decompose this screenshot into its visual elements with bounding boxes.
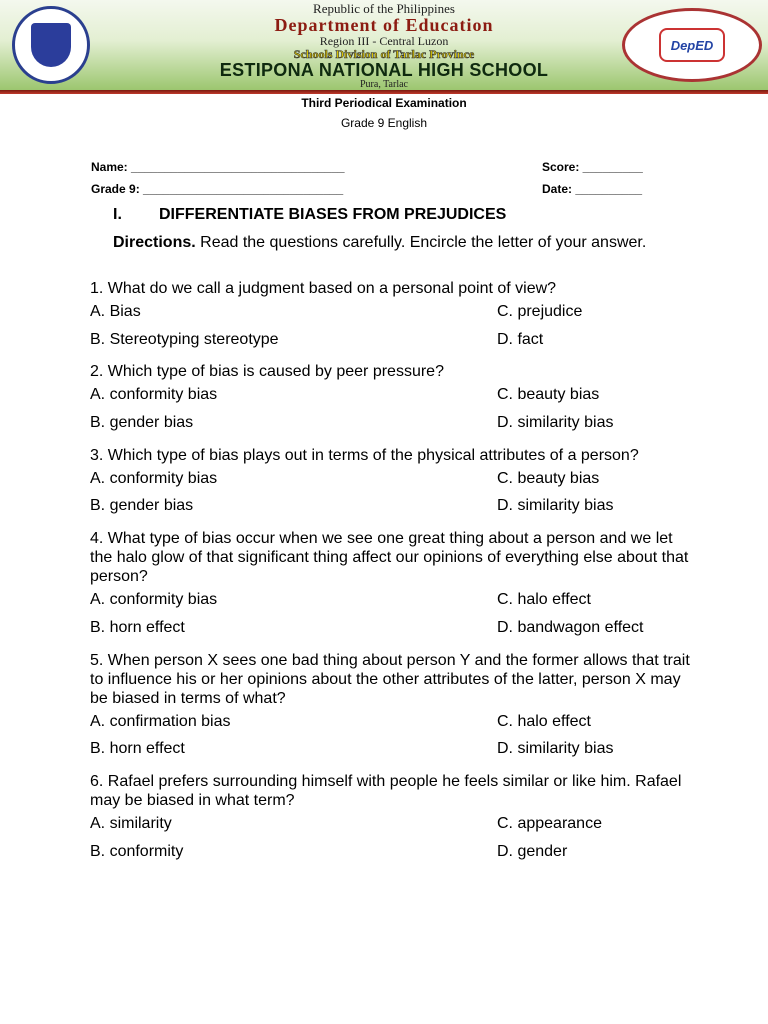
choice-row (90, 326, 690, 354)
score-field[interactable]: Score: _________ (542, 160, 643, 174)
choice-row (90, 492, 690, 520)
choice-d[interactable]: D. gender (497, 842, 568, 860)
choice-d[interactable]: D. similarity bias (497, 740, 614, 758)
question-item (90, 353, 690, 436)
question-text: 3. Which type of bias plays out in terms of the physical attributes of a person? (90, 446, 639, 464)
choice-row (90, 810, 690, 838)
choice-row (90, 614, 690, 642)
question-item (90, 520, 690, 641)
choice-a[interactable]: A. conformity bias (90, 386, 218, 404)
choice-d[interactable]: D. bandwagon effect (497, 618, 644, 636)
question-text: 5. When person X sees one bad thing about person Y and the former allows that trait to influence his or her opinions about the other attributes of the latter, person X may be biased in terms of what? (90, 651, 690, 707)
name-field[interactable]: Name: ________________________________ (91, 160, 345, 174)
choice-b[interactable]: B. horn effect (90, 740, 185, 758)
choice-row (90, 586, 690, 614)
section-heading (113, 205, 506, 224)
question-list (90, 270, 690, 865)
question-item (90, 763, 690, 865)
choice-a[interactable]: A. similarity (90, 814, 172, 832)
header-division: Schools Division of Tarlac Province (293, 47, 475, 61)
choice-row (90, 465, 690, 493)
date-field[interactable]: Date: __________ (542, 182, 643, 196)
choice-b[interactable]: B. gender bias (90, 497, 194, 515)
choice-a[interactable]: A. conformity bias (90, 591, 218, 609)
school-seal-logo: DepED (622, 8, 762, 82)
choice-row (90, 298, 690, 326)
question-item (90, 437, 690, 520)
exam-title: Third Periodical Examination (301, 96, 467, 110)
header-location: Pura, Tarlac (360, 79, 408, 90)
section-title: DIFFERENTIATE BIASES FROM PREJUDICES (159, 206, 507, 223)
grade-field[interactable]: Grade 9: ______________________________ (91, 182, 344, 196)
choice-row (90, 381, 690, 409)
header-republic: Republic of the Philippines (313, 1, 455, 16)
section-number: I. (113, 206, 122, 223)
directions-text: Read the questions carefully. Encircle the letter of your answer. (195, 234, 647, 251)
question-item (90, 642, 690, 763)
header-region: Region III - Central Luzon (319, 34, 449, 48)
question-item (90, 270, 690, 353)
choice-d[interactable]: D. similarity bias (497, 414, 614, 432)
choice-c[interactable]: C. halo effect (497, 591, 591, 609)
question-text: 4. What type of bias occur when we see one great thing about a person and we let the halo glow of that significant thing affect our opinions of everything else about that person? (90, 530, 689, 586)
choice-c[interactable]: C. beauty bias (497, 469, 600, 487)
choice-b[interactable]: B. horn effect (90, 618, 185, 636)
choice-d[interactable]: D. similarity bias (497, 497, 614, 515)
header-divider (0, 90, 768, 94)
question-text: 2. Which type of bias is caused by peer pressure? (90, 363, 444, 381)
choice-c[interactable]: C. prejudice (497, 303, 583, 320)
choice-row (90, 838, 690, 866)
question-text: 6. Rafael prefers surrounding himself with people he feels similar or like him. Rafael may be biased in what term? (90, 772, 682, 809)
choice-c[interactable]: C. appearance (497, 814, 602, 832)
choice-b[interactable]: B. Stereotyping stereotype (90, 330, 279, 348)
header-department: Department of Education (274, 15, 494, 35)
choice-a[interactable]: A. confirmation bias (90, 712, 231, 730)
choice-a[interactable]: A. conformity bias (90, 469, 218, 487)
choice-b[interactable]: B. conformity (90, 842, 184, 860)
choice-row (90, 708, 690, 736)
header-school: ESTIPONA NATIONAL HIGH SCHOOL (219, 60, 549, 80)
school-header-banner (0, 0, 768, 90)
directions-label: Directions. (113, 234, 196, 251)
choice-row (90, 409, 690, 437)
directions (113, 233, 693, 252)
exam-subject: Grade 9 English (340, 116, 428, 130)
choice-c[interactable]: C. beauty bias (497, 386, 600, 404)
choice-a[interactable]: A. Bias (90, 303, 141, 320)
question-text: 1. What do we call a judgment based on a personal point of view? (90, 280, 557, 297)
choice-c[interactable]: C. halo effect (497, 712, 591, 730)
choice-b[interactable]: B. gender bias (90, 414, 194, 432)
choice-row (90, 735, 690, 763)
choice-d[interactable]: D. fact (497, 330, 544, 348)
